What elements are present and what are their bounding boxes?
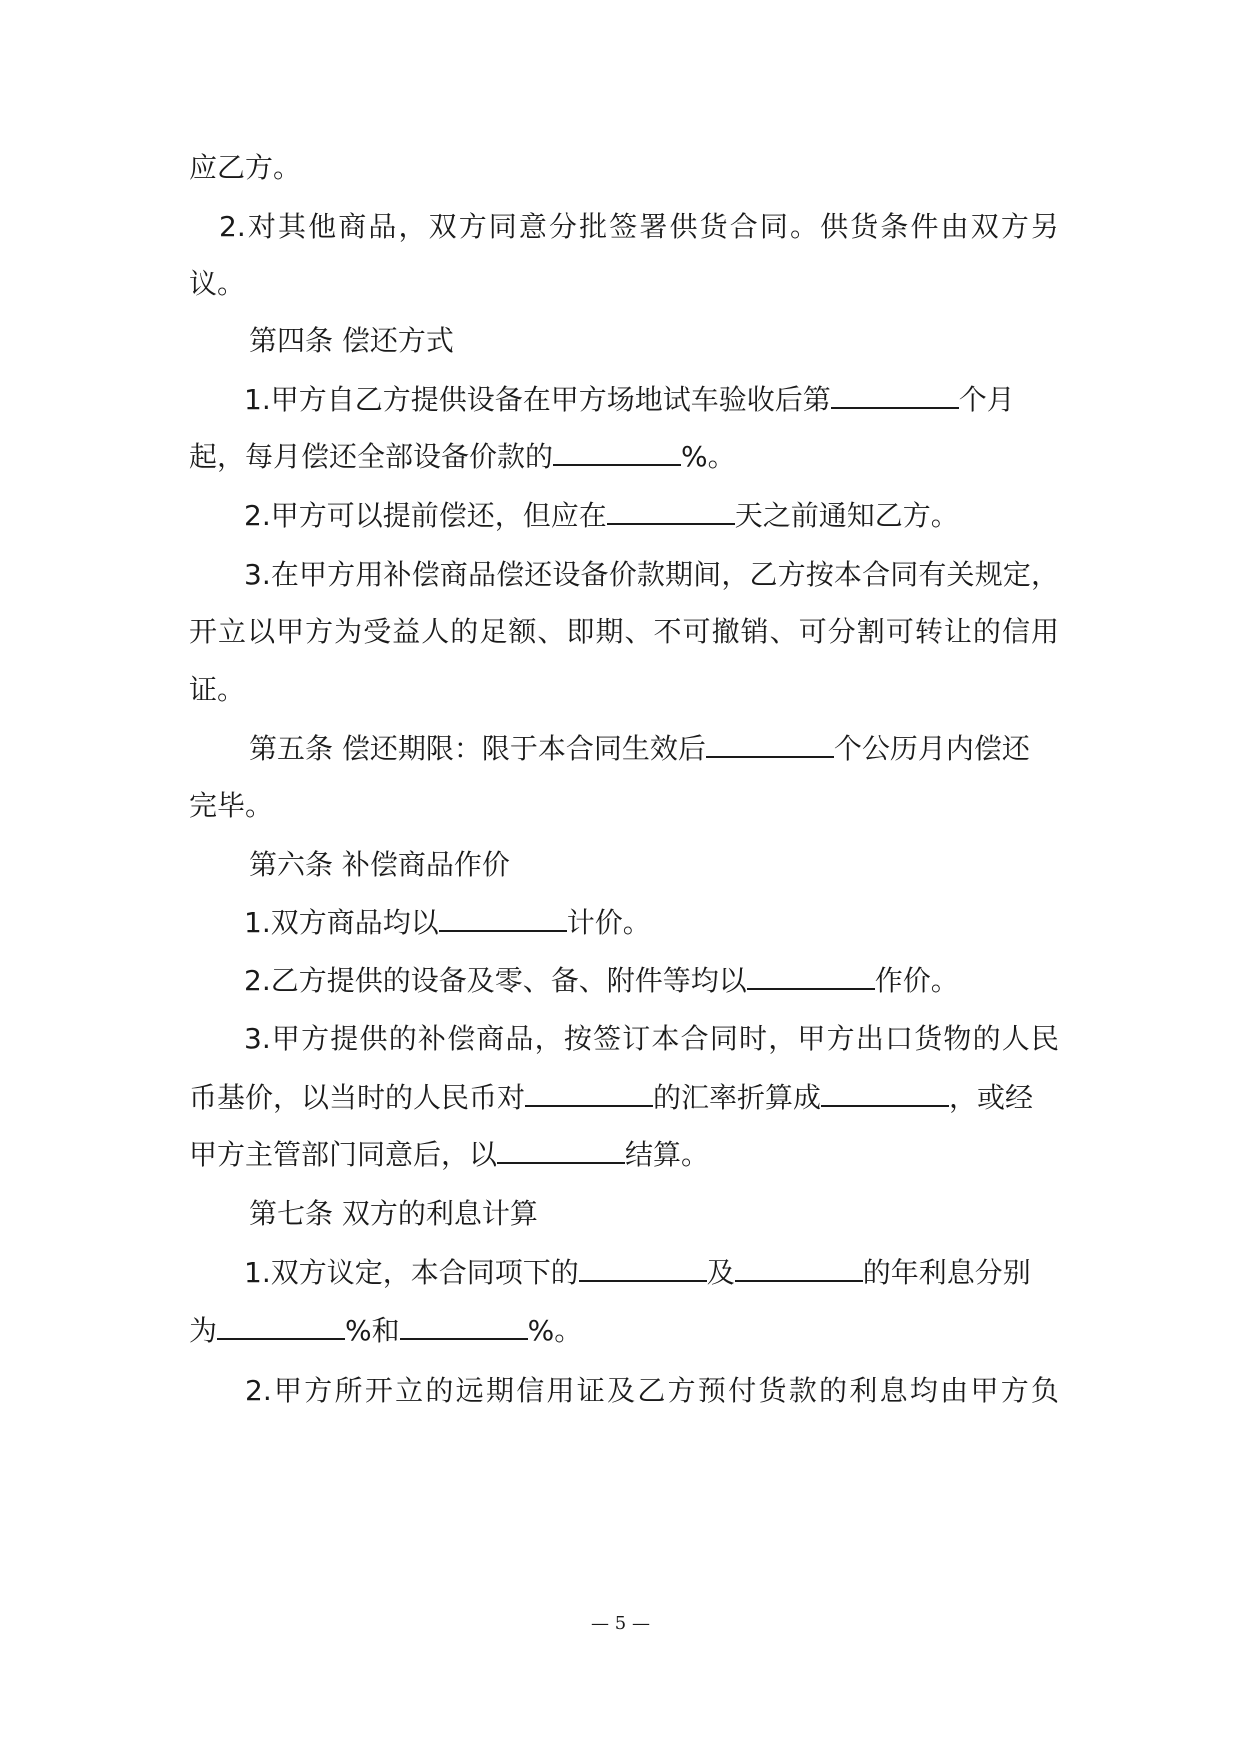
text: 天之前通知乙方。 [734, 499, 959, 532]
text: 个月 [958, 383, 1015, 416]
text: 第七条 双方的利息计算 [249, 1197, 538, 1230]
fill-in-blank [579, 1253, 707, 1282]
text: ，或经 [949, 1081, 1034, 1114]
text: 1.双方议定，本合同项下的 [244, 1256, 579, 1289]
text: 开立以甲方为受益人的足额、即期、不可撤销、可分割可转让的信用 [189, 615, 1059, 648]
text: 甲方主管部门同意后，以 [189, 1138, 498, 1171]
text: 3.甲方提供的补偿商品，按签订本合同时，甲方出口货物的人民 [244, 1022, 1059, 1055]
fill-in-blank [747, 961, 875, 990]
text: 2.甲方可以提前偿还，但应在 [244, 499, 607, 532]
paragraph-line [189, 1019, 1059, 1059]
fill-in-blank [831, 380, 959, 409]
text: 2.甲方所开立的远期信用证及乙方预付货款的利息均由甲方负 [245, 1374, 1059, 1407]
text: 第六条 补偿商品作价 [249, 848, 510, 881]
paragraph-line [189, 496, 1114, 536]
text: 2.乙方提供的设备及零、备、附件等均以 [244, 964, 747, 997]
text: 证。 [189, 673, 246, 706]
text: 的汇率折算成 [653, 1081, 822, 1114]
paragraph-line [189, 207, 1059, 247]
text: 第五条 偿还期限：限于本合同生效后 [249, 732, 706, 765]
paragraph-line [189, 670, 1059, 710]
text: 2.对其他商品，双方同意分批签署供货合同。供货条件由双方另 [219, 210, 1059, 243]
fill-in-blank [497, 1135, 625, 1164]
paragraph-line [189, 1135, 1059, 1175]
text: 1.甲方自乙方提供设备在甲方场地试车验收后第 [244, 383, 831, 416]
text: 应乙方。 [189, 151, 302, 184]
text: 完毕。 [189, 789, 274, 822]
text: 结算。 [625, 1138, 710, 1171]
paragraph-line [189, 1311, 1059, 1351]
article-heading [189, 845, 1119, 885]
paragraph-line [189, 437, 1059, 477]
fill-in-blank [607, 496, 735, 525]
article-heading [189, 321, 1119, 361]
paragraph-line [189, 148, 1059, 188]
page-number: — 5 — [591, 1613, 650, 1634]
text: 计价。 [566, 906, 651, 939]
paragraph-line [189, 1253, 1114, 1293]
fill-in-blank [735, 1253, 863, 1282]
text: 3.在甲方用补偿商品偿还设备价款期间，乙方按本合同有关规定， [244, 558, 1059, 591]
article-heading [189, 1194, 1119, 1234]
text: 第四条 偿还方式 [249, 324, 454, 357]
text: %和 [345, 1314, 400, 1347]
text: 1.双方商品均以 [244, 906, 439, 939]
paragraph-line [189, 961, 1114, 1001]
fill-in-blank [439, 903, 567, 932]
text: 及 [706, 1256, 735, 1289]
paragraph-line [189, 264, 1059, 304]
paragraph-line [189, 903, 1114, 943]
fill-in-blank [706, 729, 834, 758]
text: 为 [189, 1314, 218, 1347]
paragraph-line [189, 1371, 1059, 1411]
text: 的年利息分别 [862, 1256, 1031, 1289]
text: 币基价，以当时的人民币对 [189, 1081, 526, 1114]
fill-in-blank [525, 1078, 653, 1107]
text: 个公历月内偿还 [833, 732, 1030, 765]
paragraph-line [189, 729, 1059, 769]
fill-in-blank [553, 437, 681, 466]
fill-in-blank [400, 1311, 528, 1340]
paragraph-line [189, 380, 1059, 420]
paragraph-line [189, 612, 1059, 652]
fill-in-blank [217, 1311, 345, 1340]
paragraph-line [189, 555, 1059, 595]
paragraph-line [189, 1078, 1059, 1118]
fill-in-blank [821, 1078, 949, 1107]
text: %。 [681, 440, 736, 473]
text: 议。 [189, 267, 246, 300]
text: 起，每月偿还全部设备价款的 [189, 440, 554, 473]
text: 作价。 [874, 964, 959, 997]
paragraph-line [189, 786, 1059, 826]
text: %。 [527, 1314, 583, 1347]
